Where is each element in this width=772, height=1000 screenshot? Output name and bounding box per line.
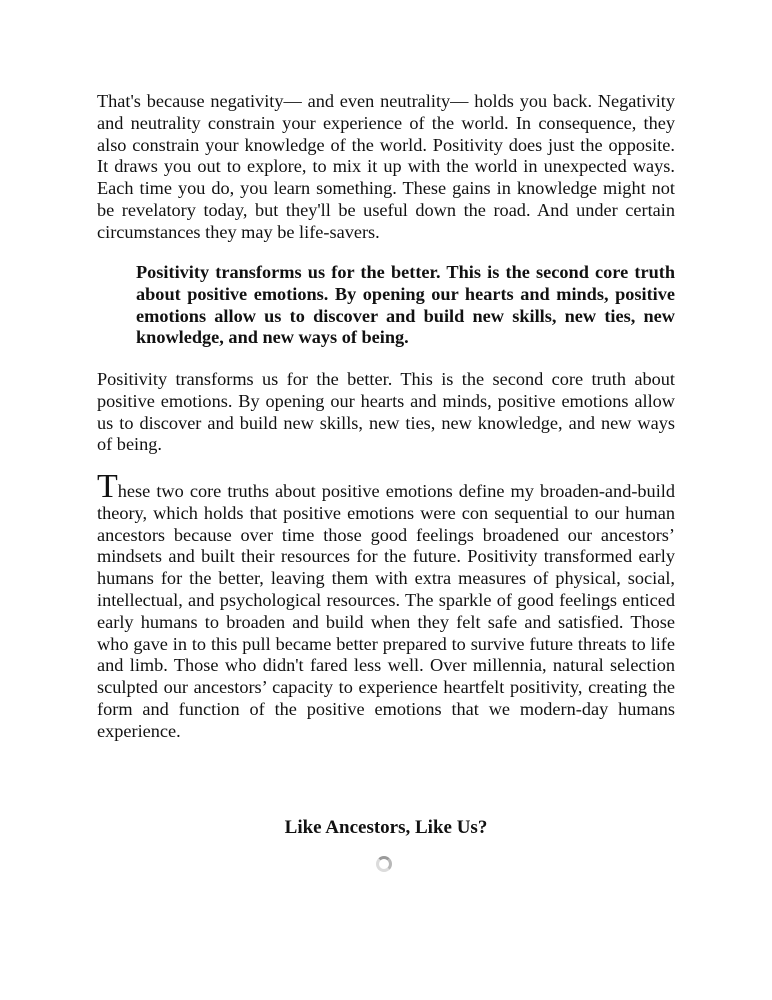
body-paragraph-positivity: Positivity transforms us for the better. This is the second core truth about positive emotions. By opening our hearts and minds, positive emotions allow us to discover and build new skills, new ties, new knowledge, and new ways of being. — [97, 369, 675, 455]
section-heading: Like Ancestors, Like Us? — [284, 817, 488, 838]
loading-spinner-icon — [376, 856, 392, 872]
drop-cap: T — [97, 468, 118, 505]
body-paragraph-negativity: That's because negativity— and even neutrality— holds you back. Negativity and neutrality constrain your experience of the world. In consequence, they also constrain your knowledge of the world. Positivity does just the opposite. It draws you out to explore, to mix it up with the world in unexpected ways. Each time you do, you learn something. These gains in knowledge might not be revelatory today, but they'll be useful down the road. And under certain circumstances they may be life-savers. — [97, 91, 675, 242]
pull-quote: Positivity transforms us for the better. This is the second core truth about positive emotions. By opening our hearts and minds, positive emotions allow us to discover and build new skills, new ties, new knowledge, and new ways of being. — [136, 262, 675, 348]
body-paragraph-broaden-and-build — [97, 468, 675, 743]
paragraph-text: hese two core truths about positive emotions define my broaden-and-build theory, which holds that positive emotions were con sequential to our human ancestors because over time those good feelings broadened our ancestors’ mindsets and built their resources for the future. Positivity transformed early humans for the better, leaving them with extra measures of physical, social, intellectual, and psychological resources. The sparkle of good feelings enticed early humans to broaden and build when they felt safe and satisfied. Those who gave in to this pull became better prepared to survive future threats to life and limb. Those who didn't fared less well. Over millennia, natural selection sculpted our ancestors’ capacity to experience heartfelt positivity, creating the form and function of the positive emotions that we modern-day humans experience. — [97, 481, 675, 741]
